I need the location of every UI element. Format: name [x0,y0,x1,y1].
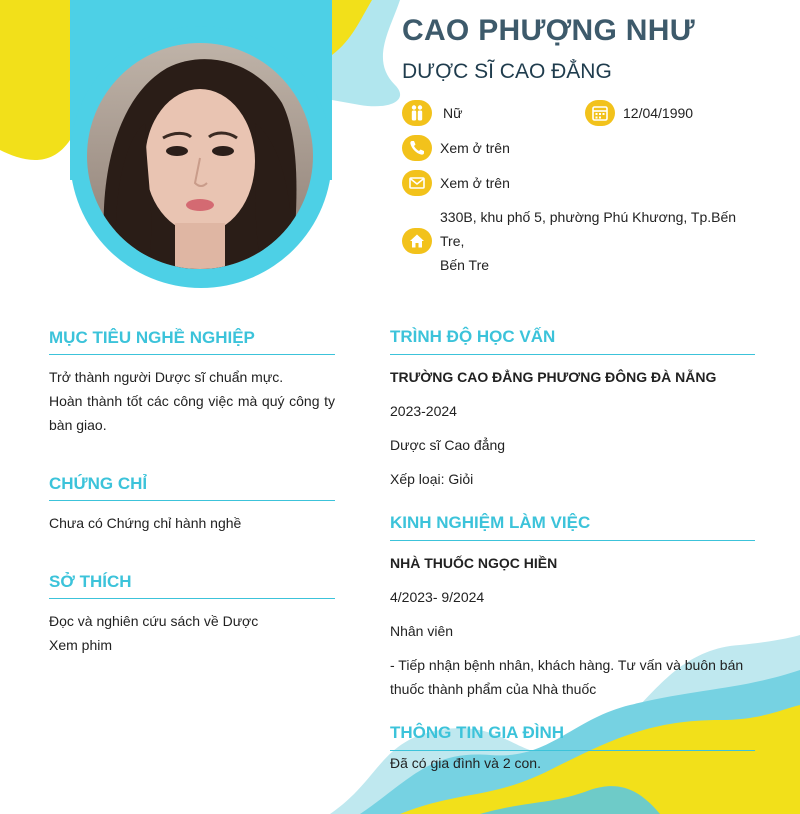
experience-divider [390,540,755,541]
objective-heading: MỤC TIÊU NGHỀ NGHIỆP [49,328,255,347]
address-value [440,205,760,277]
phone-row [402,135,510,161]
school-name: TRƯỜNG CAO ĐẲNG PHƯƠNG ĐÔNG ĐÀ NẴNG [390,369,717,385]
education-years: 2023-2024 [390,403,457,419]
experience-duty: - Tiếp nhận bệnh nhân, khách hàng. Tư vấn và buôn bán thuốc thành phẩm của Nhà thuốc [390,657,744,697]
dob-row [585,100,693,126]
objective-line-2: Hoàn thành tốt các công việc mà quý công ty bàn giao. [49,393,335,433]
profile-photo [87,43,313,269]
envelope-icon [402,170,432,196]
home-icon [402,228,432,254]
experience-heading: KINH NGHIỆM LÀM VIỆC [390,513,591,532]
family-heading: THÔNG TIN GIA ĐÌNH [390,723,565,742]
candidate-title: DƯỢC SĨ CAO ĐẲNG [402,60,612,83]
experience-period: 4/2023- 9/2024 [390,589,485,605]
company-name: NHÀ THUỐC NGỌC HIỀN [390,555,558,571]
email-row [402,170,510,196]
certificates-text: Chưa có Chứng chỉ hành nghề [49,515,242,531]
hobby-2: Xem phim [49,637,113,653]
hobbies-heading: SỞ THÍCH [49,572,132,591]
email-value: Xem ở trên [440,175,510,191]
address-row [402,205,760,277]
education-major: Dược sĩ Cao đẳng [390,437,506,453]
experience-role: Nhân viên [390,623,454,639]
address-line-2: Bến Tre [440,257,490,273]
family-text: Đã có gia đình và 2 con. [390,755,541,771]
people-icon [402,100,432,126]
objective-divider [49,354,335,355]
certificates-heading: CHỨNG CHỈ [49,474,148,493]
phone-icon [402,135,432,161]
education-grade: Xếp loại: Giỏi [390,471,474,487]
certificates-divider [49,500,335,501]
education-divider [390,354,755,355]
education-school [390,365,716,389]
objective-line-1: Trở thành người Dược sĩ chuẩn mực. [49,369,284,385]
phone-value: Xem ở trên [440,140,510,156]
gender-value: Nữ [443,105,463,121]
objective-text [49,365,335,437]
candidate-name: CAO PHƯỢNG NHƯ [402,14,695,47]
dob-value: 12/04/1990 [623,105,694,121]
calendar-icon [585,100,615,126]
education-heading: TRÌNH ĐỘ HỌC VẤN [390,327,556,346]
hobbies-text [49,609,258,657]
gender-row [402,100,462,126]
address-line-1: 330B, khu phố 5, phường Phú Khương, Tp.Bến Tre, [440,209,737,249]
hobbies-divider [49,598,335,599]
hobby-1: Đọc và nghiên cứu sách về Dược [49,613,259,629]
experience-company [390,551,557,575]
